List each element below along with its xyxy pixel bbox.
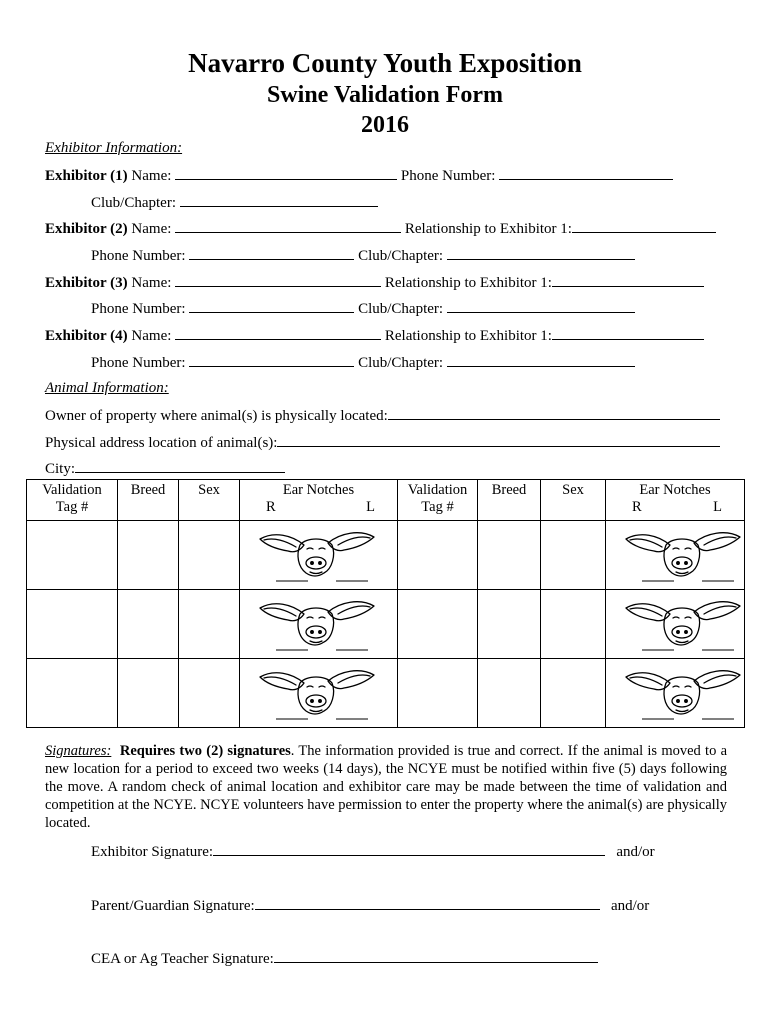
breed-cell[interactable] [478,659,541,728]
parent-signature-field[interactable] [255,897,600,910]
tag-cell[interactable] [27,590,118,659]
sex-cell[interactable] [179,521,240,590]
col-breed: Breed [118,480,179,521]
sex-cell[interactable] [179,659,240,728]
teacher-signature-row: CEA or Ag Teacher Signature: [91,950,598,968]
ear-notch-cell[interactable] [606,521,745,590]
tag-cell[interactable] [398,521,478,590]
exhibitor-4-phone-field[interactable] [189,354,354,367]
exhibitor-3-row: Exhibitor (3) Name: Relationship to Exhibitor 1: [45,274,704,292]
exhibitor-4-relationship-field[interactable] [552,327,704,340]
pig-head-icon [618,594,748,654]
tag-cell[interactable] [27,659,118,728]
col-sex: Sex [179,480,240,521]
col-validation-tag: Validation Tag # [27,480,118,521]
form-year: 2016 [361,112,409,138]
ear-notch-cell[interactable] [240,521,398,590]
table-header-row [27,480,745,521]
exhibitor-signature-field[interactable] [213,843,605,856]
owner-field[interactable] [388,407,720,420]
signature-statement: Signatures: Requires two (2) signatures. The information provided is true and correct. If the animal is moved to a new location for a period to exceed two weeks (14 days), the NCYE must be notified within five (5) days following the move. A random check of animal location and exhibitor care may be made between the time of validation and competition at the NCYE. NCYE volunteers have permission to enter the property where the animal(s) are physically located. [45,743,728,831]
exhibitor-3-relationship-field[interactable] [552,274,704,287]
breed-cell[interactable] [478,590,541,659]
form-subtitle: Swine Validation Form [266,82,504,108]
exhibitor-signature-row: Exhibitor Signature: and/or [91,844,655,860]
exhibitor-2-phone-row: Phone Number: Club/Chapter: [91,247,635,265]
exhibitor-2-row: Exhibitor (2) Name: Relationship to Exhibitor 1: [45,220,716,238]
pig-head-icon [618,663,748,723]
exhibitor-4-name-field[interactable] [175,327,381,340]
exhibitor-1-phone-field[interactable] [499,167,673,180]
breed-cell[interactable] [478,521,541,590]
exhibitor-info-heading: Exhibitor Information: [45,140,183,156]
col-breed: Breed [478,480,541,521]
tag-cell[interactable] [27,521,118,590]
col-ear-notches: Ear Notches R L [606,480,745,521]
sex-cell[interactable] [179,590,240,659]
breed-cell[interactable] [118,590,179,659]
ear-notch-cell[interactable] [606,659,745,728]
exhibitor-1-row: Exhibitor (1) Name: Phone Number: [45,167,673,185]
ear-notch-cell[interactable] [240,590,398,659]
breed-cell[interactable] [118,659,179,728]
exhibitor-4-phone-row: Phone Number: Club/Chapter: [91,354,635,372]
city-field[interactable] [75,460,285,473]
table-row [27,659,745,728]
owner-row: Owner of property where animal(s) is physically located: [45,407,720,425]
breed-cell[interactable] [118,521,179,590]
col-sex: Sex [541,480,606,521]
ear-notch-cell[interactable] [240,659,398,728]
teacher-signature-field[interactable] [274,950,598,963]
exhibitor-1-club-row: Club/Chapter: [91,194,378,212]
tag-cell[interactable] [398,590,478,659]
sex-cell[interactable] [541,521,606,590]
exhibitor-3-phone-field[interactable] [189,300,354,313]
page-title: Navarro County Youth Exposition [188,48,582,78]
parent-signature-row: Parent/Guardian Signature: and/or [91,898,650,914]
exhibitor-1-club-field[interactable] [180,194,378,207]
exhibitor-3-club-field[interactable] [447,300,635,313]
address-row: Physical address location of animal(s): [45,434,720,452]
address-field[interactable] [277,434,720,447]
exhibitor-2-club-field[interactable] [447,247,635,260]
exhibitor-4-club-field[interactable] [447,354,635,367]
exhibitor-2-phone-field[interactable] [189,247,354,260]
exhibitor-3-phone-row: Phone Number: Club/Chapter: [91,300,635,318]
validation-table [26,479,745,728]
sex-cell[interactable] [541,659,606,728]
col-validation-tag: Validation Tag # [398,480,478,521]
pig-head-icon [252,594,382,654]
animal-info-heading: Animal Information: [45,380,169,396]
pig-head-icon [252,525,382,585]
city-row: City: [45,460,285,478]
ear-notch-cell[interactable] [606,590,745,659]
col-ear-notches: Ear Notches R L [240,480,398,521]
pig-head-icon [618,525,748,585]
exhibitor-1-name-field[interactable] [175,167,397,180]
exhibitor-2-name-field[interactable] [175,220,401,233]
exhibitor-2-relationship-field[interactable] [572,220,716,233]
table-row [27,521,745,590]
exhibitor-4-row: Exhibitor (4) Name: Relationship to Exhibitor 1: [45,327,704,345]
table-row [27,590,745,659]
exhibitor-3-name-field[interactable] [175,274,381,287]
sex-cell[interactable] [541,590,606,659]
pig-head-icon [252,663,382,723]
tag-cell[interactable] [398,659,478,728]
